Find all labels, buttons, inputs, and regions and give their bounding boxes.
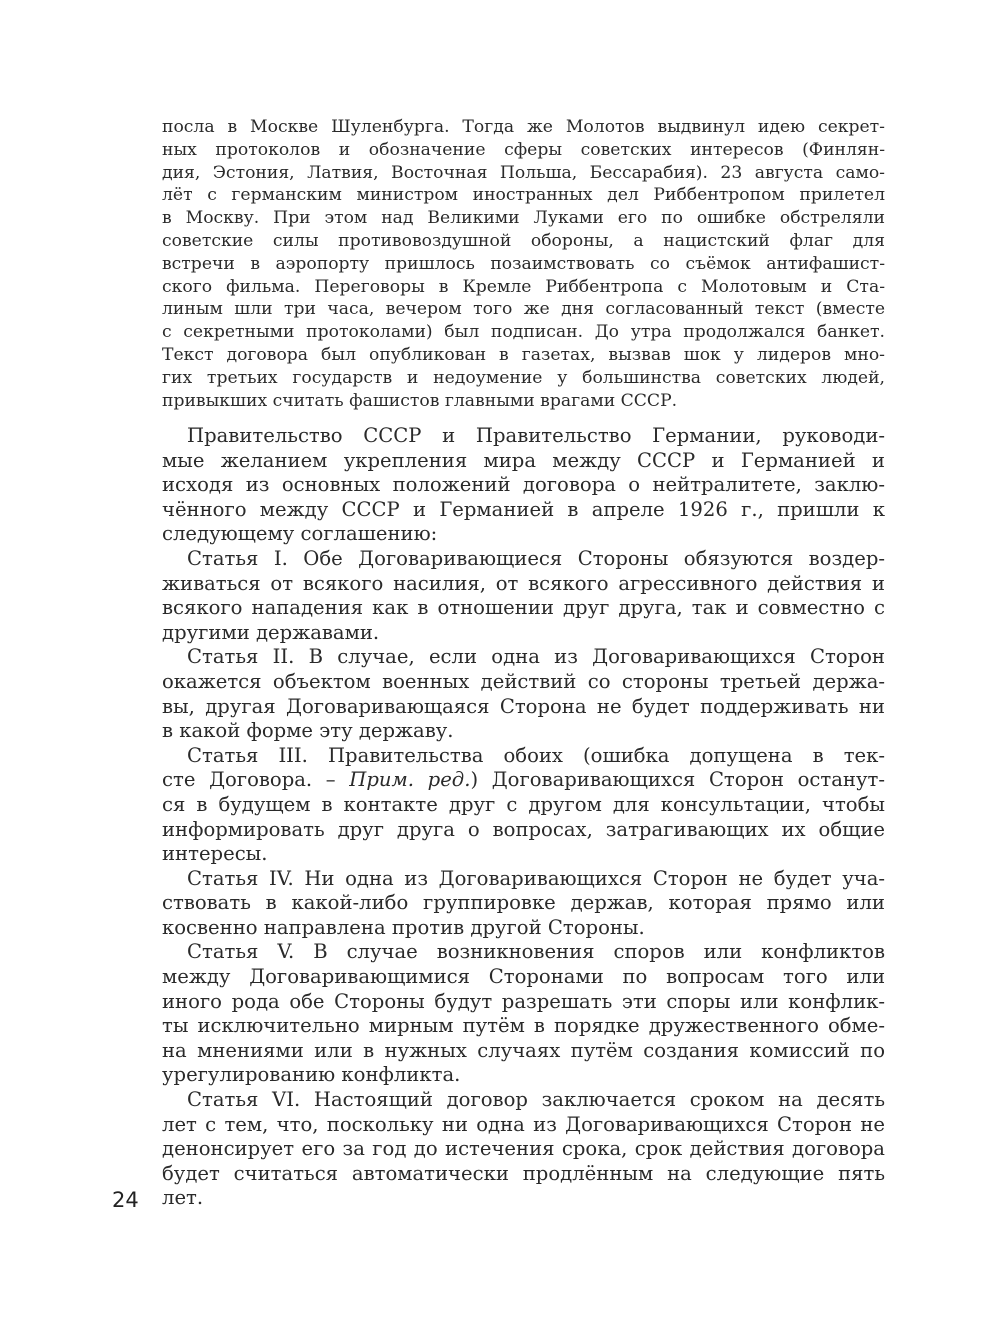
text-line: будет считаться автоматически продлённым на следующие пять	[162, 1161, 885, 1185]
text-line: окажется объектом военных действий со стороны третьей держа-	[162, 669, 885, 693]
text-line: мые желанием укрепления мира между СССР и Германией и	[162, 448, 885, 472]
text-line: ся в будущем в контакте друг с другом для консультации, чтобы	[162, 792, 885, 816]
editor-note: Прим. ред.	[349, 768, 471, 792]
text-line: Правительство СССР и Правительство Германии, руководи-	[187, 424, 885, 447]
text-segment: сте Договора. –	[162, 768, 350, 792]
text-line: лет.	[162, 1186, 204, 1210]
text-line	[162, 768, 885, 793]
page-number: 24	[112, 1188, 139, 1212]
text-line: Статья I. Обе Договаривающиеся Стороны обязуются воздер-	[187, 546, 885, 570]
text-line: посла в Москве Шуленбурга. Тогда же Молотов выдвинул идею секрет-	[162, 117, 885, 137]
text-line: иного рода обе Стороны будут разрешать эти споры или конфлик-	[162, 989, 885, 1013]
text-line: линым шли три часа, вечером того же дня согласованный текст (вместе	[162, 299, 885, 320]
text-line: ных протоколов и обозначение сферы советских интересов (Финлян-	[162, 139, 885, 160]
text-line: вы, другая Договаривающаяся Сторона не будет поддерживать ни	[162, 694, 885, 718]
text-line: гих третьих государств и недоумение у большинства советских людей,	[162, 367, 885, 388]
text-line: ствовать в какой-либо группировке держав, которая прямо или	[162, 891, 885, 915]
text-line: на мнениями или в нужных случаях путём создания комиссий по	[162, 1038, 885, 1062]
text-line: ского фильма. Переговоры в Кремле Риббентропа с Молотовым и Ста-	[162, 276, 885, 297]
text-line: исходя из основных положений договора о нейтралитете, заклю-	[162, 473, 885, 497]
text-line: с секретными протоколами) был подписан. До утра продолжался банкет.	[162, 322, 885, 343]
text-line: Статья IV. Ни одна из Договаривающихся Сторон не будет уча-	[187, 866, 885, 890]
text-line: советские силы противовоздушной обороны, а нацистский флаг для	[162, 230, 885, 251]
text-line: в какой форме эту державу.	[162, 719, 454, 743]
text-line: встречи в аэропорту пришлось позаимствовать со съёмок антифашист-	[162, 253, 885, 274]
text-line: Статья VI. Настоящий договор заключается сроком на десять	[187, 1088, 885, 1112]
text-line: интересы.	[162, 842, 268, 866]
intro-paragraph	[162, 116, 885, 412]
text-line: в Москву. При этом над Великими Луками его по ошибке обстреляли	[162, 208, 885, 229]
text-line: чённого между СССР и Германией в апреле 1926 г., пришли к	[162, 497, 885, 521]
text-line: информировать друг друга о вопросах, затрагивающих их общие	[162, 817, 885, 841]
text-line: ты исключительно мирным путём в порядке дружественного обме-	[162, 1014, 885, 1038]
text-line: Статья V. В случае возникновения споров или конфликтов	[187, 940, 885, 964]
text-line: денонсирует его за год до истечения срока, срок действия договора	[162, 1137, 885, 1161]
text-line: дия, Эстония, Латвия, Восточная Польша, Бессарабия). 23 августа само-	[162, 162, 885, 183]
text-line: Статья III. Правительства обоих (ошибка допущена в тек-	[187, 743, 885, 767]
text-line: лёт с германским министром иностранных дел Риббентропом прилетел	[162, 185, 885, 206]
text-segment: ) Договаривающихся Сторон останут-	[470, 768, 885, 792]
text-line: всякого нападения как в отношении друг друга, так и совместно с	[162, 596, 885, 620]
text-line: между Договаривающимися Сторонами по вопросам того или	[162, 965, 885, 989]
text-line: Статья II. В случае, если одна из Договаривающихся Сторон	[187, 645, 885, 669]
text-line: урегулированию конфликта.	[162, 1063, 461, 1087]
text-line: живаться от всякого насилия, от всякого агрессивного действия и	[162, 571, 885, 595]
text-line: лет с тем, что, поскольку ни одна из Договаривающихся Сторон не	[162, 1112, 885, 1136]
text-line: косвенно направлена против другой Стороны.	[162, 915, 645, 939]
treaty-text	[162, 424, 885, 1211]
text-line: Текст договора был опубликован в газетах, вызвав шок у лидеров мно-	[162, 344, 885, 365]
text-line: другими державами.	[162, 620, 380, 644]
text-line: привыкших считать фашистов главными врагами СССР.	[162, 390, 678, 411]
text-line: следующему соглашению:	[162, 522, 438, 546]
